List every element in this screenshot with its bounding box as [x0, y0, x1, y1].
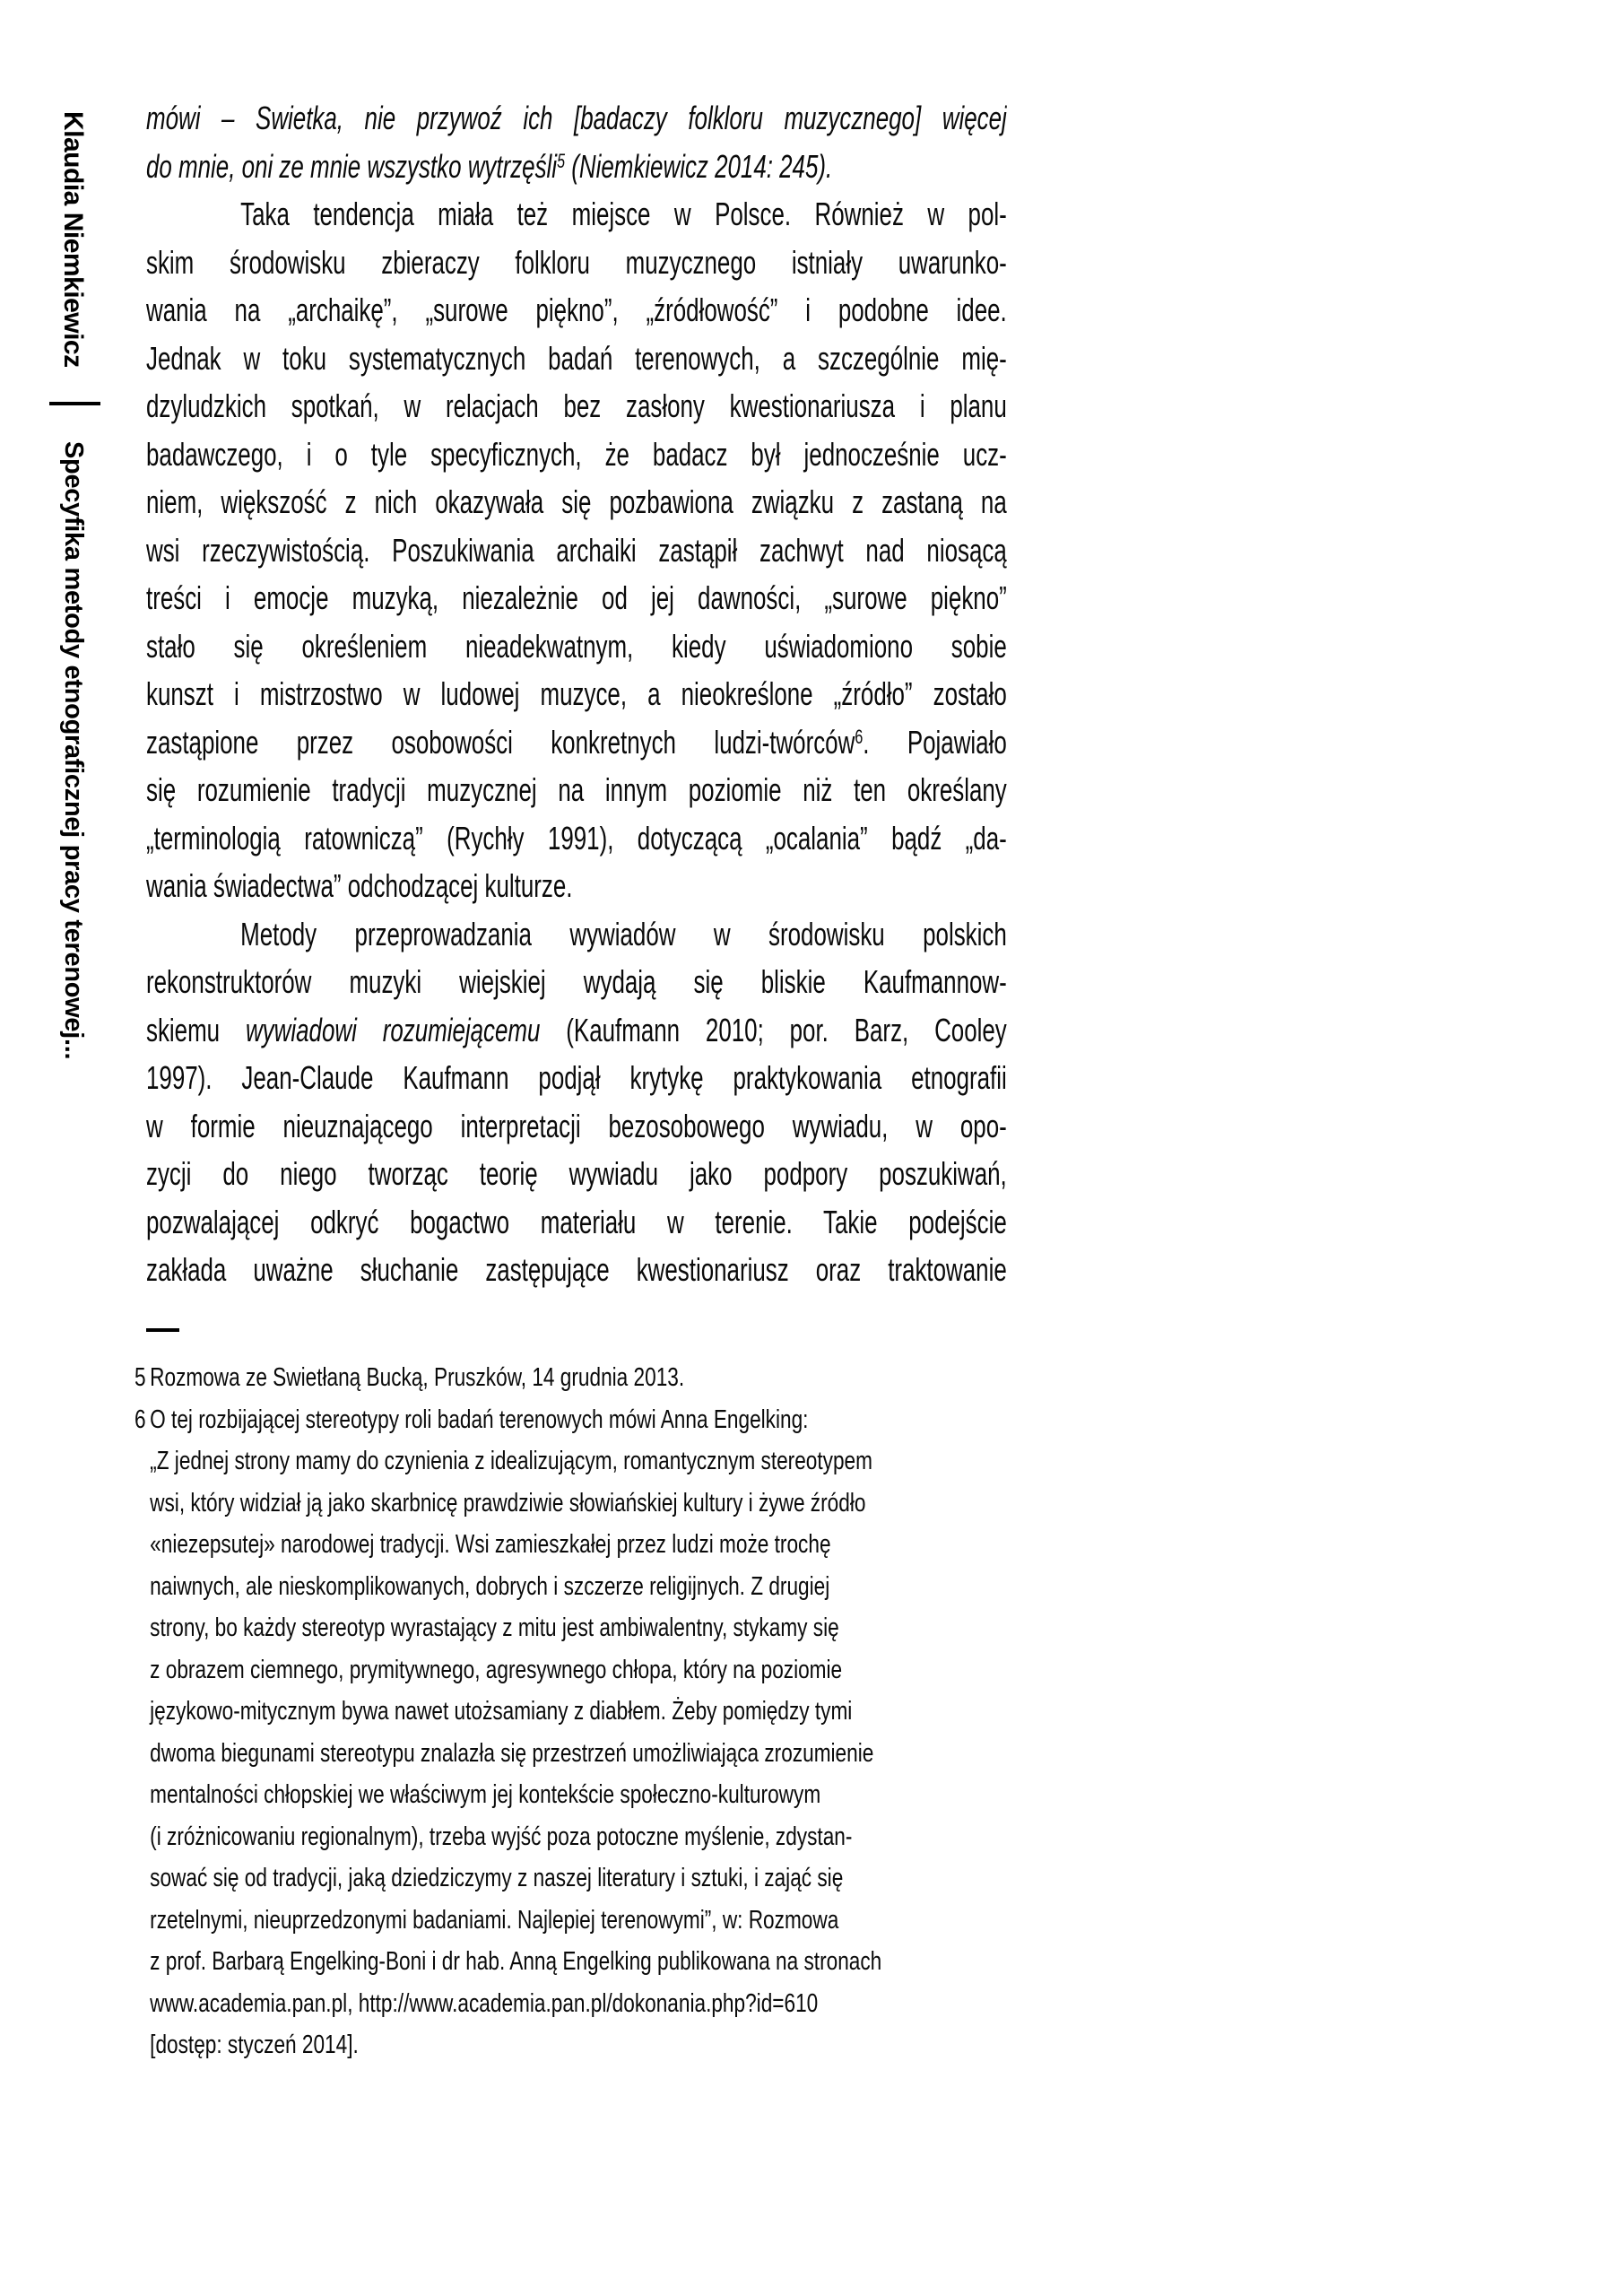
footnote-line: [135, 1399, 1114, 1441]
text-segment: zycji do niego tworząc teorię wywiadu jako podpory poszukiwań,: [146, 1155, 1007, 1192]
footnote-line: [135, 1357, 1114, 1399]
text-segment: stało się określeniem nieadekwatnym, kiedy uświadomiono sobie: [146, 627, 1007, 665]
text-segment: Taka tendencja miała też miejsce w Polsce. Również w pol-: [240, 196, 1007, 232]
footnote-text: [dostęp: styczeń 2014].: [150, 2031, 359, 2059]
main-text-line: [146, 335, 1007, 383]
footnote-number: 5: [135, 1363, 146, 1392]
footnote-text: dwoma biegunami stereotypu znalazła się przestrzeń umożliwiająca zrozumienie: [150, 1738, 874, 1768]
text-segment: (Niemkiewicz 2014: 245).: [565, 147, 833, 185]
footnote-line: [135, 1649, 1114, 1692]
main-text-line: [146, 1102, 1007, 1151]
footnote-text: O tej rozbijającej stereotypy roli badań terenowych mówi Anna Engelking:: [150, 1405, 809, 1434]
text-segment: (Kaufmann 2010; por. Barz, Cooley: [540, 1011, 1007, 1048]
footnote-line: [135, 1607, 1114, 1649]
main-text-line: [146, 718, 1007, 767]
text-segment: do mnie, oni ze mnie wszystko wytrzęśli: [146, 147, 558, 185]
footnote-text: Rozmowa ze Swietłaną Bucką, Pruszków, 14 grudnia 2013.: [150, 1363, 685, 1392]
sidebar-separator-line: [49, 402, 100, 405]
footnote-line: [135, 1941, 1114, 1983]
text-segment: Metody przeprowadzania wywiadów w środowisku polskich: [240, 915, 1007, 952]
footnote-text: strony, bo każdy stereotyp wyrastający z mitu jest ambiwalentny, stykamy się: [150, 1613, 839, 1642]
footnote-text: mentalności chłopskiej we właściwym jej kontekście społeczno-kulturowym: [150, 1780, 821, 1809]
footnote-text: językowo-mitycznym bywa nawet utożsamiany z diabłem. Żeby pomiędzy tymi: [150, 1697, 853, 1726]
text-segment: skim środowisku zbieraczy folkloru muzycznego istniały uwarunko-: [146, 243, 1007, 281]
text-segment: mówi – Swietka, nie przywoź ich [badaczy folkloru muzycznego] więcej: [146, 100, 1007, 136]
text-segment: wania świadectwa” odchodzącej kulturze.: [146, 867, 573, 904]
main-text-line: [146, 382, 1007, 430]
text-segment: zakłada uważne słuchanie zastępujące kwestionariusz oraz traktowanie: [146, 1251, 1007, 1288]
footnote-text: „Z jednej strony mamy do czynienia z idealizującym, romantycznym stereotypem: [150, 1447, 872, 1475]
footnote-reference: 6: [855, 725, 864, 748]
text-segment: rekonstruktorów muzyki wiejskiej wydają się bliskie Kaufmannow-: [146, 963, 1007, 1000]
text-segment: niem, większość z nich okazywała się pozbawiona związku z zastaną na: [146, 483, 1007, 520]
text-segment: badawczego, i o tyle specyficznych, że badacz był jednocześnie ucz-: [146, 435, 1007, 473]
text-segment: w formie nieuznającego interpretacji bezosobowego wywiadu, w opo-: [146, 1107, 1007, 1144]
main-text-line: [146, 286, 1007, 335]
main-text-line: [146, 958, 1007, 1006]
main-text-line: [146, 478, 1007, 526]
footnote-text: sować się od tradycji, jaką dziedziczymy z naszej literatury i sztuki, i zająć się: [150, 1864, 844, 1892]
footnote-line: [135, 1483, 1114, 1525]
text-segment: Jednak w toku systematycznych badań terenowych, a szczególnie mię-: [146, 339, 1007, 377]
footnote-text: z obrazem ciemnego, prymitywnego, agresywnego chłopa, który na poziomie: [150, 1655, 843, 1684]
main-text-line: [146, 574, 1007, 622]
footnote-line: [135, 1524, 1114, 1566]
main-text-line: [146, 622, 1007, 671]
text-segment: skiemu: [146, 1011, 246, 1048]
footnote-reference: 5: [557, 149, 566, 172]
main-text-line: [146, 1150, 1007, 1198]
text-segment: zastąpione przez osobowości konkretnych ludzi-twórców: [146, 723, 855, 761]
text-segment: kunszt i mistrzostwo w ludowej muzyce, a nieokreślone „źródło” zostało: [146, 675, 1007, 712]
main-text-line: [146, 1054, 1007, 1102]
main-text-line: [146, 910, 1007, 959]
footnote-line: [135, 2024, 1114, 2066]
main-text-line: [146, 670, 1007, 718]
main-text-line: [146, 862, 1007, 910]
main-text-line: [146, 1198, 1007, 1247]
text-segment: „terminologią ratowniczą” (Rychły 1991), dotyczącą „ocalania” bądź „da-: [146, 819, 1007, 857]
main-text-line: [146, 239, 1007, 287]
footnote-line: [135, 1566, 1114, 1608]
main-text-line: [146, 766, 1007, 814]
footnote-text: z prof. Barbarą Engelking-Boni i dr hab. Anną Engelking publikowana na stronach: [150, 1947, 882, 1976]
text-segment: dzyludzkich spotkań, w relacjach bez zasłony kwestionariusza i planu: [146, 387, 1007, 424]
footnote-text: wsi, który widział ją jako skarbnicę prawdziwie słowiańskiej kultury i żywe źródło: [150, 1488, 866, 1518]
main-text-line: [146, 190, 1007, 239]
text-segment: wania na „archaikę”, „surowe piękno”, „źródłowość” i podobne idee.: [146, 291, 1007, 328]
main-text-line: [146, 1246, 1007, 1294]
main-text-line: [146, 1006, 1007, 1055]
main-text-column: [146, 94, 1007, 1294]
text-segment: wsi rzeczywistością. Poszukiwania archaiki zastąpił zachwyt nad niosącą: [146, 531, 1007, 569]
author-name: Klaudia Niemkiewicz: [58, 111, 88, 368]
main-text-line: [146, 814, 1007, 863]
chapter-title: Specyfika metody etnograficznej pracy terenowej...: [59, 441, 88, 1060]
footnote-text: rzetelnymi, nieuprzedzonymi badaniami. Najlepiej terenowymi”, w: Rozmowa: [150, 1905, 839, 1935]
text-segment: pozwalającej odkryć bogactwo materiału w terenie. Takie podejście: [146, 1203, 1007, 1240]
main-text-line: [146, 430, 1007, 479]
footnote-text: www.academia.pan.pl, http://www.academia.pan.pl/dokonania.php?id=610: [150, 1988, 819, 2018]
footnote-line: [135, 1816, 1114, 1858]
footnotes-block: [135, 1357, 1114, 2066]
footnote-separator-rule: [146, 1328, 179, 1332]
footnote-text: (i zróżnicowaniu regionalnym), trzeba wyjść poza potoczne myślenie, zdystan-: [150, 1822, 853, 1851]
footnote-line: [135, 1733, 1114, 1775]
footnote-line: [135, 1440, 1114, 1483]
text-segment: wywiadowi rozumiejącemu: [245, 1011, 541, 1048]
footnote-line: [135, 1983, 1114, 2025]
footnote-line: [135, 1857, 1114, 1900]
footnote-line: [135, 1691, 1114, 1733]
footnote-line: [135, 1774, 1114, 1816]
main-text-line: [146, 94, 1007, 143]
main-text-line: [146, 143, 1007, 191]
footnote-number: 6: [135, 1405, 146, 1434]
footnote-line: [135, 1900, 1114, 1942]
footnote-text: «niezepsutej» narodowej tradycji. Wsi zamieszkałej przez ludzi może trochę: [150, 1530, 831, 1559]
text-segment: się rozumienie tradycji muzycznej na innym poziomie niż ten określany: [146, 771, 1007, 808]
text-segment: treści i emocje muzyką, niezależnie od jej dawności, „surowe piękno”: [146, 579, 1007, 616]
text-segment: 1997). Jean-Claude Kaufmann podjął krytykę praktykowania etnografii: [146, 1059, 1007, 1096]
main-text-line: [146, 526, 1007, 575]
text-segment: . Pojawiało: [863, 723, 1007, 761]
footnote-text: naiwnych, ale nieskomplikowanych, dobrych i szczerze religijnych. Z drugiej: [150, 1571, 830, 1601]
